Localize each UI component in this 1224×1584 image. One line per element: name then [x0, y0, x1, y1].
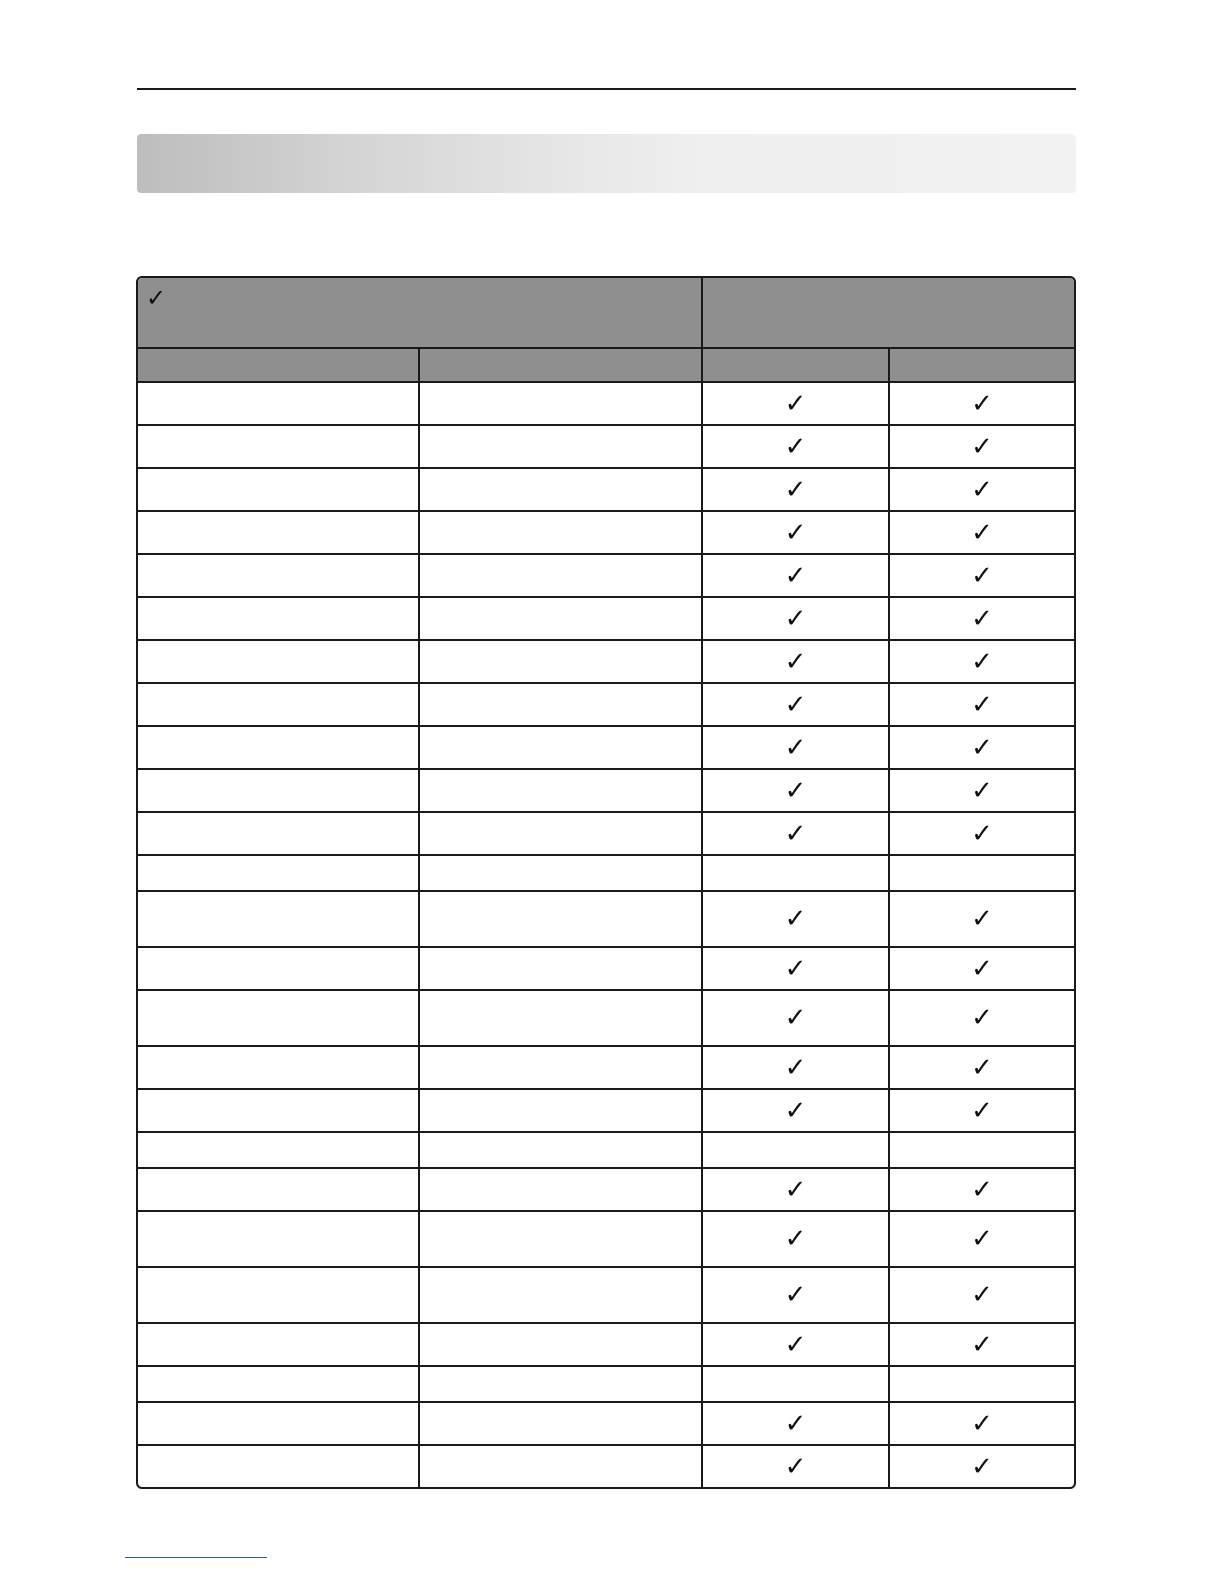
check-icon: ✓ — [971, 953, 993, 984]
table-cell-col3 — [702, 382, 889, 425]
table-cell-col2 — [419, 891, 702, 947]
table-cell-col2 — [419, 1046, 702, 1089]
table-cell-col2 — [419, 511, 702, 554]
table-cell-col1 — [138, 468, 419, 511]
column-header-2 — [419, 348, 702, 382]
table-row — [138, 947, 1074, 990]
check-icon: ✓ — [784, 431, 807, 462]
check-icon: ✓ — [971, 1408, 993, 1439]
table-row — [138, 1323, 1074, 1366]
table-cell-col2 — [419, 812, 702, 855]
table-row — [138, 468, 1074, 511]
check-icon: ✓ — [971, 431, 993, 462]
check-icon: ✓ — [784, 474, 807, 505]
table-row — [138, 640, 1074, 683]
table-cell-col3 — [702, 468, 889, 511]
table-row — [138, 554, 1074, 597]
table-cell-col2 — [419, 1366, 702, 1402]
table-cell-col4 — [889, 1445, 1074, 1487]
check-icon: ✓ — [784, 646, 807, 677]
check-icon: ✓ — [971, 1095, 993, 1126]
table-cell-col4 — [889, 597, 1074, 640]
table-cell-col3 — [702, 425, 889, 468]
table-cell-col2 — [419, 1132, 702, 1168]
check-icon: ✓ — [784, 904, 807, 934]
table-cell-col3 — [702, 1323, 889, 1366]
table-cell-col2 — [419, 1267, 702, 1323]
check-icon: ✓ — [971, 1003, 993, 1033]
table-cell-col1 — [138, 947, 419, 990]
table-cell-col1 — [138, 812, 419, 855]
table-row — [138, 1366, 1074, 1402]
table-cell-col2 — [419, 947, 702, 990]
table-cell-col1 — [138, 1366, 419, 1402]
table-row — [138, 769, 1074, 812]
table-cell-col3 — [702, 1267, 889, 1323]
check-icon: ✓ — [971, 1052, 993, 1083]
table-cell-col4 — [889, 1089, 1074, 1132]
table-cell-col3 — [702, 1366, 889, 1402]
check-icon: ✓ — [784, 603, 807, 634]
check-icon: ✓ — [971, 1224, 993, 1254]
table-cell-col1 — [138, 425, 419, 468]
table-cell-col3 — [702, 891, 889, 947]
table-row — [138, 597, 1074, 640]
table-cell-col2 — [419, 597, 702, 640]
check-icon: ✓ — [971, 1451, 993, 1482]
table-cell-col4 — [889, 382, 1074, 425]
table-cell-col3 — [702, 640, 889, 683]
table-cell-col3 — [702, 597, 889, 640]
table-cell-col4 — [889, 1323, 1074, 1366]
table-row — [138, 1211, 1074, 1267]
check-icon: ✓ — [971, 1329, 993, 1360]
table-cell-col2 — [419, 726, 702, 769]
table-cell-col1 — [138, 640, 419, 683]
table-cell-col4 — [889, 891, 1074, 947]
check-icon: ✓ — [971, 1174, 993, 1205]
table-row — [138, 1132, 1074, 1168]
check-icon: ✓ — [784, 818, 807, 849]
check-icon: ✓ — [971, 818, 993, 849]
table-cell-col2 — [419, 1168, 702, 1211]
table-cell-col2 — [419, 1445, 702, 1487]
table-cell-col3 — [702, 511, 889, 554]
table-cell-col3 — [702, 554, 889, 597]
table-cell-col1 — [138, 1168, 419, 1211]
table-cell-col4 — [889, 812, 1074, 855]
table-cell-col4 — [889, 425, 1074, 468]
table-cell-col3 — [702, 1168, 889, 1211]
table-cell-col2 — [419, 382, 702, 425]
legend-header-cell — [138, 278, 702, 348]
check-icon: ✓ — [784, 1224, 807, 1254]
check-icon: ✓ — [784, 775, 807, 806]
check-icon: ✓ — [784, 1174, 807, 1205]
table-cell-col4 — [889, 511, 1074, 554]
table-cell-col1 — [138, 891, 419, 947]
table-cell-col4 — [889, 726, 1074, 769]
table-row — [138, 1445, 1074, 1487]
table-cell-col1 — [138, 1211, 419, 1267]
check-icon: ✓ — [971, 517, 993, 548]
table-cell-col4 — [889, 1046, 1074, 1089]
table-cell-col1 — [138, 990, 419, 1046]
column-header-1 — [138, 348, 419, 382]
table-cell-col1 — [138, 1445, 419, 1487]
table-cell-col3 — [702, 990, 889, 1046]
table-cell-col2 — [419, 990, 702, 1046]
table-cell-col1 — [138, 1402, 419, 1445]
check-icon: ✓ — [784, 732, 807, 763]
check-icon: ✓ — [971, 1280, 993, 1310]
table-row — [138, 1267, 1074, 1323]
table-cell-col1 — [138, 1323, 419, 1366]
table-cell-col1 — [138, 1267, 419, 1323]
check-icon: ✓ — [971, 732, 993, 763]
table-cell-col1 — [138, 855, 419, 891]
table-row — [138, 990, 1074, 1046]
check-icon: ✓ — [971, 603, 993, 634]
check-icon: ✓ — [784, 1451, 807, 1482]
footer-link-rule — [125, 1557, 267, 1558]
table-subheader-row — [138, 348, 1074, 382]
table-cell-col2 — [419, 1211, 702, 1267]
table-cell-col1 — [138, 511, 419, 554]
table-row — [138, 1168, 1074, 1211]
table-cell-col3 — [702, 1046, 889, 1089]
table-row — [138, 812, 1074, 855]
table-row — [138, 726, 1074, 769]
table-cell-col4 — [889, 554, 1074, 597]
table-cell-col4 — [889, 769, 1074, 812]
table-cell-col1 — [138, 726, 419, 769]
table-cell-col1 — [138, 1132, 419, 1168]
table-cell-col1 — [138, 382, 419, 425]
table-cell-col4 — [889, 947, 1074, 990]
top-rule — [137, 88, 1076, 90]
check-icon: ✓ — [784, 517, 807, 548]
table-row — [138, 511, 1074, 554]
table-row — [138, 855, 1074, 891]
table-cell-col3 — [702, 1132, 889, 1168]
check-icon: ✓ — [784, 560, 807, 591]
table-cell-col2 — [419, 554, 702, 597]
table-cell-col3 — [702, 1445, 889, 1487]
table-cell-col4 — [889, 1402, 1074, 1445]
table-row — [138, 683, 1074, 726]
table-cell-col1 — [138, 1046, 419, 1089]
table-cell-col4 — [889, 683, 1074, 726]
check-icon: ✓ — [971, 474, 993, 505]
check-icon: ✓ — [971, 904, 993, 934]
feature-table — [136, 276, 1076, 1489]
table-cell-col2 — [419, 468, 702, 511]
table-cell-col4 — [889, 1366, 1074, 1402]
table-body — [138, 382, 1074, 1487]
table-cell-col2 — [419, 425, 702, 468]
table-cell-col2 — [419, 640, 702, 683]
check-icon: ✓ — [784, 1408, 807, 1439]
section-title-band — [137, 134, 1076, 193]
models-header-cell — [702, 278, 1074, 348]
table-cell-col1 — [138, 683, 419, 726]
check-icon: ✓ — [971, 775, 993, 806]
column-header-4 — [889, 348, 1074, 382]
check-icon: ✓ — [784, 1095, 807, 1126]
table-cell-col4 — [889, 855, 1074, 891]
table-cell-col4 — [889, 468, 1074, 511]
table-cell-col3 — [702, 769, 889, 812]
table-cell-col2 — [419, 1402, 702, 1445]
check-icon: ✓ — [971, 560, 993, 591]
table-cell-col3 — [702, 1089, 889, 1132]
table-row — [138, 425, 1074, 468]
table-cell-col2 — [419, 1323, 702, 1366]
table-cell-col2 — [419, 855, 702, 891]
table-cell-col1 — [138, 597, 419, 640]
table-cell-col2 — [419, 1089, 702, 1132]
table-cell-col3 — [702, 683, 889, 726]
table-cell-col4 — [889, 1132, 1074, 1168]
check-icon: ✓ — [784, 1052, 807, 1083]
check-icon: ✓ — [784, 1280, 807, 1310]
table-cell-col4 — [889, 1211, 1074, 1267]
table-cell-col2 — [419, 769, 702, 812]
check-icon: ✓ — [784, 689, 807, 720]
table-row — [138, 382, 1074, 425]
table-cell-col3 — [702, 726, 889, 769]
check-icon: ✓ — [784, 388, 807, 419]
table-cell-col4 — [889, 1168, 1074, 1211]
check-icon: ✓ — [784, 1329, 807, 1360]
table-cell-col4 — [889, 990, 1074, 1046]
table-cell-col4 — [889, 640, 1074, 683]
check-icon: ✓ — [146, 284, 167, 312]
check-icon: ✓ — [971, 646, 993, 677]
table-row — [138, 891, 1074, 947]
table-cell-col3 — [702, 855, 889, 891]
table-row — [138, 1402, 1074, 1445]
table-row — [138, 1046, 1074, 1089]
table-cell-col4 — [889, 1267, 1074, 1323]
table-cell-col1 — [138, 1089, 419, 1132]
check-icon: ✓ — [971, 388, 993, 419]
table-cell-col1 — [138, 554, 419, 597]
table-cell-col2 — [419, 683, 702, 726]
table-cell-col3 — [702, 1211, 889, 1267]
table-header-row — [138, 278, 1074, 348]
table-row — [138, 1089, 1074, 1132]
table-cell-col3 — [702, 1402, 889, 1445]
column-header-3 — [702, 348, 889, 382]
check-icon: ✓ — [784, 1003, 807, 1033]
check-icon: ✓ — [971, 689, 993, 720]
table-cell-col3 — [702, 812, 889, 855]
table-cell-col3 — [702, 947, 889, 990]
check-icon: ✓ — [784, 953, 807, 984]
table-cell-col1 — [138, 769, 419, 812]
